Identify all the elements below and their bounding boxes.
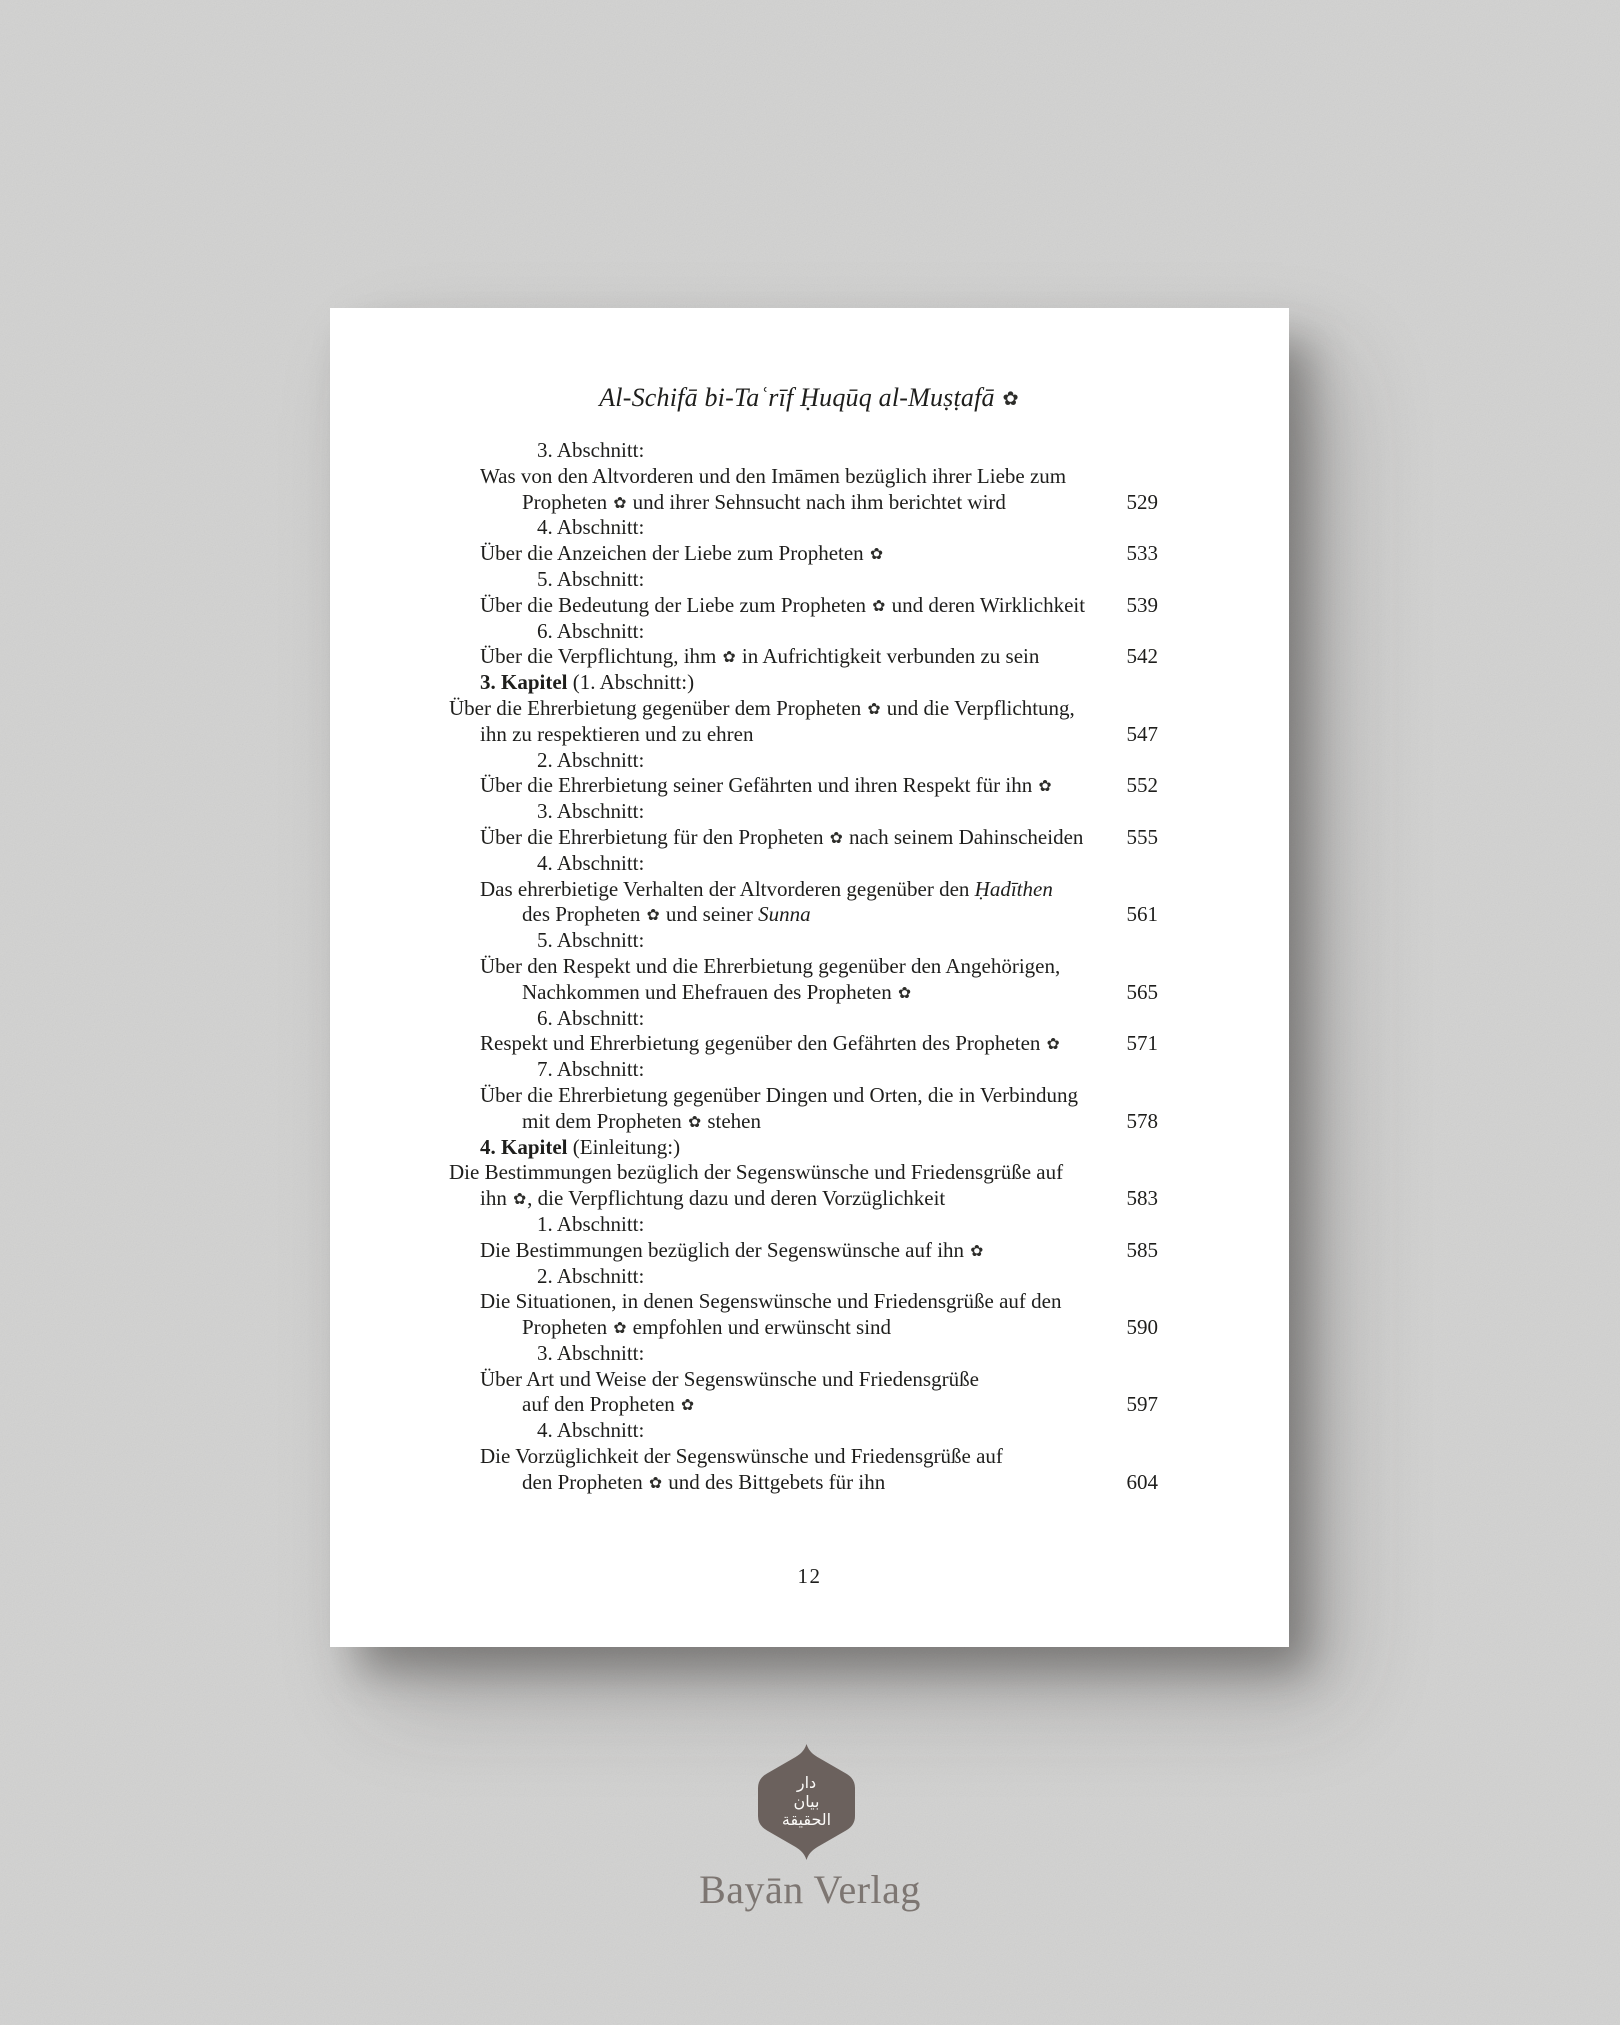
- toc-line: [449, 541, 1158, 567]
- toc-page-number: 539: [1126, 592, 1158, 617]
- toc-entry-text: Über Art und Weise der Segenswünsche und Friedensgrüße: [480, 1366, 979, 1391]
- toc-line: [449, 567, 1158, 593]
- toc-entry-text: mit dem Propheten ✿ stehen: [522, 1108, 761, 1133]
- toc-entry-text: Propheten ✿ empfohlen und erwünscht sind: [522, 1315, 892, 1340]
- toc-line: [449, 464, 1158, 490]
- toc-entry-text: ihn ✿, die Verpflichtung dazu und deren Vorzüglichkeit: [480, 1186, 946, 1211]
- toc-line: [449, 1186, 1158, 1212]
- honorific-symbol: ✿: [829, 828, 843, 847]
- toc-line: [449, 1135, 1158, 1161]
- toc-line: [449, 1160, 1158, 1186]
- logo-arabic-calligraphy: [758, 1742, 855, 1862]
- toc-entry-text: Über die Bedeutung der Liebe zum Propheten ✿ und deren Wirklichkeit: [480, 592, 1086, 617]
- toc-line: [449, 928, 1158, 954]
- toc-page-number: 561: [1126, 902, 1158, 927]
- toc-entry-text: 5. Abschnitt:: [537, 928, 645, 953]
- toc-entry-text: Über die Ehrerbietung gegenüber dem Propheten ✿ und die Verpflichtung,: [449, 695, 1075, 720]
- honorific-symbol: ✿: [681, 1396, 695, 1415]
- toc-line: [449, 748, 1158, 774]
- toc-line: [449, 1315, 1158, 1341]
- toc-line: [449, 619, 1158, 645]
- toc-entry-text: 3. Abschnitt:: [537, 438, 645, 462]
- toc-page-number: 542: [1126, 644, 1158, 669]
- honorific-symbol: ✿: [867, 699, 881, 718]
- toc-line: [449, 877, 1158, 903]
- toc-line: [449, 722, 1158, 748]
- toc-line: [449, 1392, 1158, 1418]
- toc-entry-text: 5. Abschnitt:: [537, 566, 645, 591]
- honorific-symbol: ✿: [613, 1319, 627, 1338]
- toc-entry-text: 6. Abschnitt:: [537, 618, 645, 643]
- toc-line: [449, 1083, 1158, 1109]
- honorific-symbol: ✿: [872, 596, 886, 615]
- toc-line: [449, 1109, 1158, 1135]
- logo-arabic-line: الحقيقة: [781, 1810, 832, 1830]
- toc-entry-text: den Propheten ✿ und des Bittgebets für ihn: [522, 1469, 886, 1494]
- toc-line: [449, 1212, 1158, 1238]
- toc-entry-text: des Propheten ✿ und seiner Sunna: [522, 902, 811, 927]
- toc-entry-text: 4. Kapitel (Einleitung:): [480, 1134, 681, 1159]
- table-of-contents: [449, 438, 1158, 1496]
- honorific-symbol: ✿: [897, 983, 911, 1002]
- toc-line: [449, 825, 1158, 851]
- running-head: Al-Schifā bi-Taʿrīf Ḥuqūq al-Muṣṭafā ✿: [599, 383, 1019, 412]
- toc-entry-text: 7. Abschnitt:: [537, 1057, 645, 1082]
- toc-line: [449, 1057, 1158, 1083]
- toc-entry-text: Über den Respekt und die Ehrerbietung gegenüber den Angehörigen,: [480, 953, 1061, 978]
- toc-line: [449, 1418, 1158, 1444]
- toc-entry-text: Die Bestimmungen bezüglich der Segenswünsche auf ihn ✿: [480, 1237, 984, 1262]
- toc-line: [449, 1006, 1158, 1032]
- honorific-symbol: ✿: [648, 1473, 662, 1492]
- toc-entry-text: Über die Ehrerbietung seiner Gefährten und ihren Respekt für ihn ✿: [480, 773, 1052, 798]
- honorific-symbol: ✿: [1002, 387, 1019, 410]
- toc-line: [449, 438, 1158, 464]
- toc-line: [449, 696, 1158, 722]
- honorific-symbol: ✿: [613, 493, 627, 512]
- honorific-symbol: ✿: [1038, 777, 1052, 796]
- toc-page-number: 604: [1126, 1469, 1158, 1494]
- toc-entry-text: Über die Verpflichtung, ihm ✿ in Aufrichtigkeit verbunden zu sein: [480, 644, 1040, 669]
- toc-entry-text: Was von den Altvorderen und den Imāmen bezüglich ihrer Liebe zum: [480, 463, 1067, 488]
- toc-line: [449, 980, 1158, 1006]
- toc-page-number: 565: [1126, 979, 1158, 1004]
- toc-line: [449, 1470, 1158, 1496]
- toc-line: [449, 1444, 1158, 1470]
- toc-line: [449, 902, 1158, 928]
- toc-entry-text: Nachkommen und Ehefrauen des Propheten ✿: [522, 979, 911, 1004]
- toc-entry-text: 4. Abschnitt:: [537, 1418, 645, 1443]
- toc-line: [449, 644, 1158, 670]
- toc-page-number: 597: [1126, 1392, 1158, 1417]
- toc-entry-text: Die Bestimmungen bezüglich der Segenswünsche und Friedensgrüße auf: [449, 1160, 1064, 1185]
- toc-line: [449, 670, 1158, 696]
- toc-entry-text: 4. Abschnitt:: [537, 850, 645, 875]
- toc-entry-text: 2. Abschnitt:: [537, 1263, 645, 1288]
- toc-entry-text: ihn zu respektieren und zu ehren: [480, 721, 754, 746]
- honorific-symbol: ✿: [646, 906, 660, 925]
- honorific-symbol: ✿: [513, 1190, 527, 1209]
- toc-line: [449, 773, 1158, 799]
- toc-line: [449, 515, 1158, 541]
- honorific-symbol: ✿: [970, 1241, 984, 1260]
- toc-entry-text: auf den Propheten ✿: [522, 1392, 695, 1417]
- toc-page-number: 547: [1126, 721, 1158, 746]
- toc-entry-text: Respekt und Ehrerbietung gegenüber den Gefährten des Propheten ✿: [480, 1031, 1060, 1056]
- toc-entry-text: 4. Abschnitt:: [537, 515, 645, 540]
- toc-entry-text: Die Vorzüglichkeit der Segenswünsche und Friedensgrüße auf: [480, 1444, 1003, 1469]
- toc-line: [449, 1341, 1158, 1367]
- toc-line: [449, 1031, 1158, 1057]
- toc-page-number: 585: [1126, 1237, 1158, 1262]
- toc-page-number: 529: [1126, 489, 1158, 514]
- honorific-symbol: ✿: [688, 1112, 702, 1131]
- toc-entry-text: 1. Abschnitt:: [537, 1211, 645, 1236]
- toc-entry-text: Die Situationen, in denen Segenswünsche und Friedensgrüße auf den: [480, 1289, 1062, 1314]
- toc-line: [449, 1238, 1158, 1264]
- toc-entry-text: 3. Abschnitt:: [537, 799, 645, 824]
- honorific-symbol: ✿: [1046, 1035, 1060, 1054]
- honorific-symbol: ✿: [722, 648, 736, 667]
- toc-line: [449, 799, 1158, 825]
- honorific-symbol: ✿: [869, 545, 883, 564]
- toc-entry-text: Propheten ✿ und ihrer Sehnsucht nach ihm berichtet wird: [522, 489, 1006, 514]
- toc-page-number: 555: [1126, 824, 1158, 849]
- toc-page-number: 578: [1126, 1108, 1158, 1133]
- toc-entry-text: Über die Anzeichen der Liebe zum Propheten ✿: [480, 541, 883, 566]
- toc-entry-text: Über die Ehrerbietung gegenüber Dingen und Orten, die in Verbindung: [480, 1082, 1078, 1107]
- toc-line: [449, 1264, 1158, 1290]
- toc-page-number: 571: [1126, 1031, 1158, 1056]
- toc-page-number: 583: [1126, 1186, 1158, 1211]
- toc-entry-text: Über die Ehrerbietung für den Propheten ✿ nach seinem Dahinscheiden: [480, 824, 1084, 849]
- logo-arabic-line: دار: [796, 1772, 817, 1792]
- book-page: [330, 308, 1289, 1647]
- toc-page-number: 533: [1126, 541, 1158, 566]
- folio-page-number: 12: [797, 1564, 822, 1588]
- toc-page-number: 590: [1126, 1315, 1158, 1340]
- publisher-wordmark: Bayān Verlag: [699, 1867, 921, 1912]
- toc-page-number: 552: [1126, 773, 1158, 798]
- toc-line: [449, 1367, 1158, 1393]
- toc-line: [449, 851, 1158, 877]
- toc-line: [449, 593, 1158, 619]
- toc-entry-text: 3. Kapitel (1. Abschnitt:): [480, 670, 695, 695]
- toc-line: [449, 954, 1158, 980]
- toc-line: [449, 1289, 1158, 1315]
- logo-arabic-line: بيان: [793, 1791, 820, 1811]
- toc-line: [449, 490, 1158, 516]
- toc-entry-text: 2. Abschnitt:: [537, 747, 645, 772]
- toc-entry-text: Das ehrerbietige Verhalten der Altvorderen gegenüber den Ḥadīthen: [480, 876, 1053, 901]
- publisher-logo-badge: [758, 1742, 855, 1862]
- toc-entry-text: 3. Abschnitt:: [537, 1340, 645, 1365]
- toc-entry-text: 6. Abschnitt:: [537, 1005, 645, 1030]
